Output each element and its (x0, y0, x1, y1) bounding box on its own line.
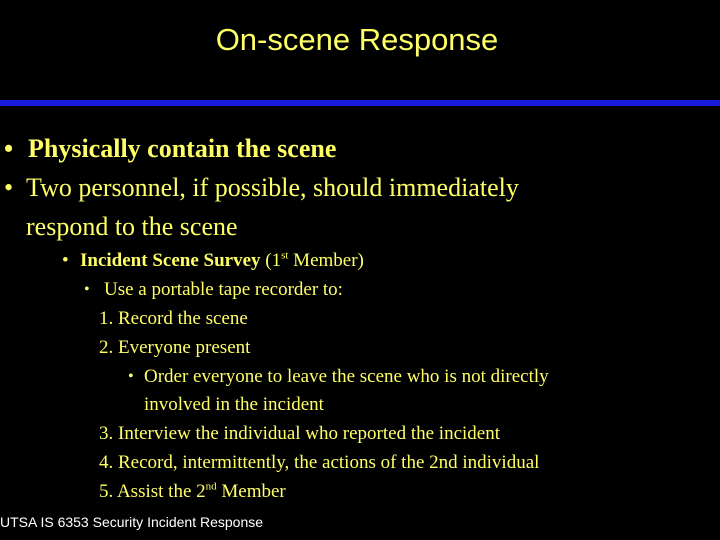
bullet-incident-scene-survey (80, 249, 364, 273)
bullet-dot-icon: • (84, 281, 90, 298)
survey-post: Member) (288, 250, 364, 271)
survey-pre: (1 (260, 250, 282, 271)
slide-title: On-scene Response (215, 22, 499, 57)
bullet-two-personnel-line1: Two personnel, if possible, should immediately (26, 173, 519, 202)
bullet-dot-icon: • (62, 250, 69, 271)
bullet-dot-icon: • (4, 134, 14, 163)
item-interview: 3. Interview the individual who reported the incident (99, 423, 500, 444)
survey-label: Incident Scene Survey (80, 250, 261, 271)
item-everyone-present: 2. Everyone present (99, 337, 251, 358)
bullet-tape-recorder: Use a portable tape recorder to: (104, 279, 343, 300)
bullet-dot-icon: • (128, 368, 134, 385)
bullet-order-everyone-line2: involved in the incident (144, 394, 324, 415)
bullet-dot-icon: • (4, 173, 14, 202)
slide-footer: UTSA IS 6353 Security Incident Response (0, 514, 264, 530)
assist-pre: 5. Assist the 2 (99, 481, 206, 502)
item-assist (99, 480, 286, 504)
item-record-actions: 4. Record, intermittently, the actions of the 2nd individual (99, 452, 540, 473)
survey-sup: st (281, 249, 289, 262)
bullet-physically-contain: Physically contain the scene (28, 134, 337, 163)
title-divider (0, 100, 720, 106)
bullet-order-everyone-line1: Order everyone to leave the scene who is not directly (144, 366, 549, 387)
bullet-two-personnel-line2: respond to the scene (26, 212, 238, 241)
assist-post: Member (216, 481, 286, 502)
assist-sup: nd (205, 480, 217, 493)
item-record-scene: 1. Record the scene (99, 308, 248, 329)
